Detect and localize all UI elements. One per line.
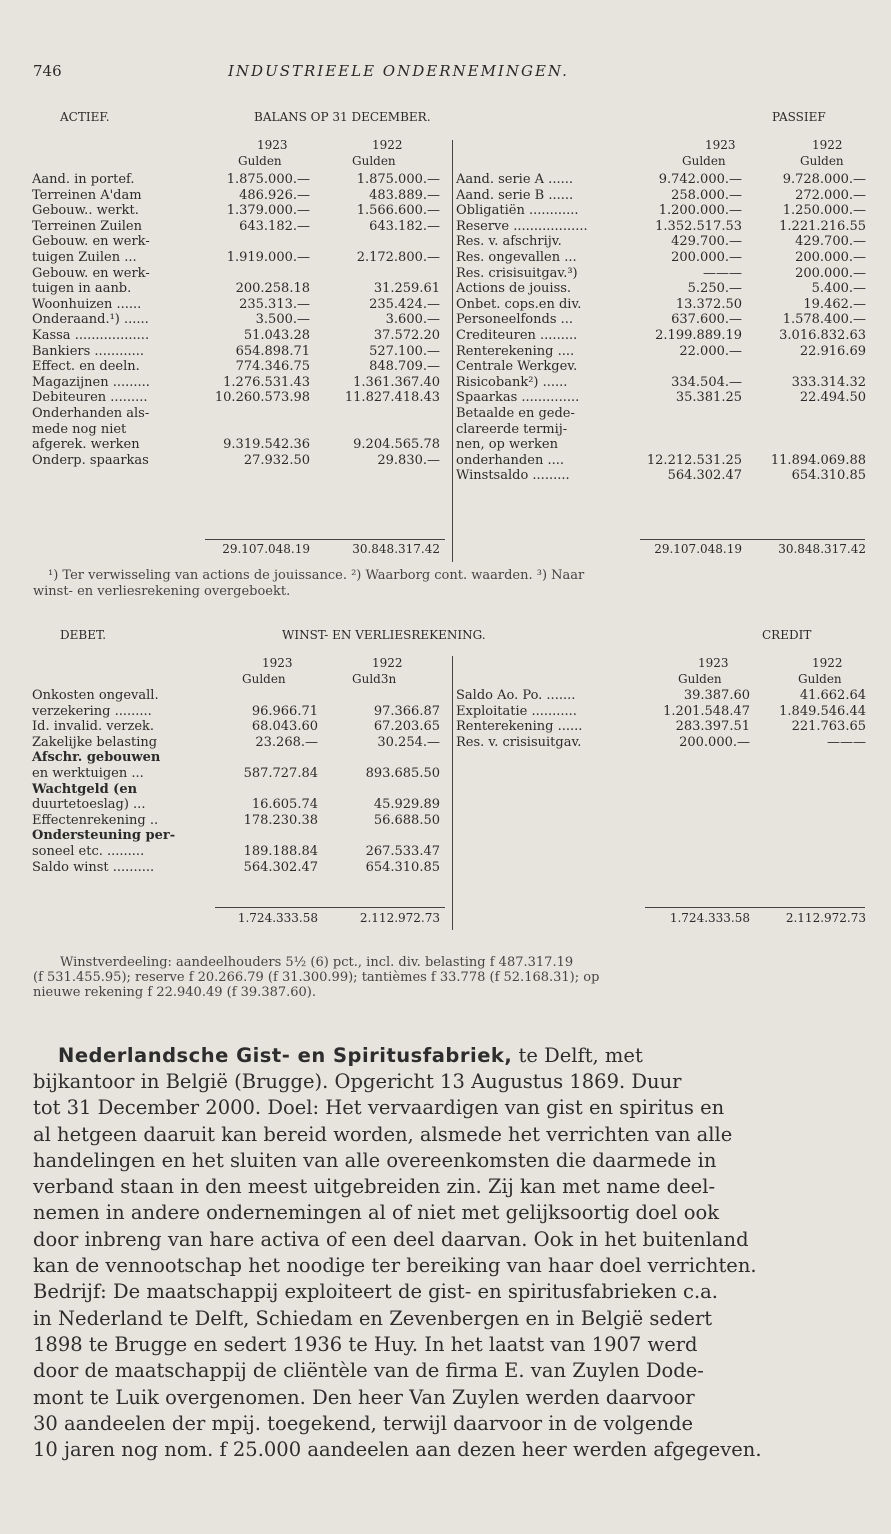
- company-first-line: [58, 1043, 643, 1069]
- pl-unit-l2: Guld3n: [352, 672, 397, 686]
- row-value: 643.182.—: [239, 218, 310, 234]
- row-value: 2.199.889.19: [655, 328, 742, 343]
- row-value: 200.000.—: [679, 734, 750, 750]
- row-value: 1.875.000.—: [226, 172, 310, 187]
- paragraph-line: Bedrijf: De maatschappij exploiteert de gist- en spiritusfabrieken c.a.: [33, 1280, 718, 1304]
- paragraph-line: verband staan in den meest uitgebreiden zin. Zij kan met name deel-: [33, 1175, 716, 1199]
- row-label: Aand. serie A ......: [456, 172, 573, 187]
- row-label: Betaalde en gede-: [456, 406, 575, 421]
- page-number: 746: [33, 62, 62, 80]
- row-value: 41.662.64: [799, 688, 866, 703]
- row-label: Wachtgeld (en: [32, 781, 138, 797]
- bal-year-l1: 1923: [257, 138, 288, 152]
- pl-divider: [452, 656, 453, 930]
- row-label: duurtetoeslag) ...: [32, 797, 146, 813]
- row-value: 429.700.—: [671, 234, 742, 250]
- row-value: 283.397.51: [675, 719, 750, 735]
- paragraph-line: tot 31 December 2000. Doel: Het vervaardigen van gist en spiritus en: [33, 1096, 725, 1120]
- row-value: 334.504.—: [671, 374, 742, 390]
- pl-right-label: CREDIT: [762, 628, 812, 642]
- paragraph-line: door de maatschappij de cliëntèle van de firma E. van Zuylen Dode-: [33, 1359, 704, 1383]
- row-label: Effectenrekening ..: [32, 812, 159, 828]
- row-value: 564.302.47: [667, 468, 742, 484]
- row-value: 1.875.000.—: [356, 172, 440, 187]
- paragraph-line: bijkantoor in België (Brugge). Opgericht 13 Augustus 1869. Duur: [33, 1070, 682, 1093]
- row-value: 1.200.000.—: [658, 203, 742, 219]
- paragraph-line: kan de vennootschap het noodige ter bereiking van haar doel verrichten.: [33, 1254, 757, 1278]
- row-label: Res. ongevallen ...: [456, 250, 577, 265]
- bal-year-l2: 1922: [372, 138, 403, 152]
- row-label: Afschr. gebouwen: [32, 750, 161, 766]
- row-value: 235.424.—: [369, 296, 440, 312]
- row-value: 643.182.—: [369, 218, 440, 234]
- row-value: 178.230.38: [243, 812, 318, 828]
- row-value: 68.043.60: [251, 719, 318, 735]
- row-value: 333.314.32: [791, 374, 866, 390]
- winst-line-1: Winstverdeeling: aandeelhouders 5½ (6) pct., incl. div. belasting f 487.317.19: [60, 955, 574, 970]
- row-label: Saldo winst ..........: [32, 859, 155, 875]
- row-label: clareerde termij-: [456, 421, 568, 437]
- row-label: Personeelfonds ...: [456, 312, 574, 328]
- row-value: 51.043.28: [243, 328, 310, 343]
- bal-total-l2: 30.848.317.42: [352, 542, 440, 556]
- row-value: 67.203.65: [373, 719, 440, 735]
- row-value: 10.260.573.98: [214, 390, 310, 406]
- row-label: verzekering .........: [32, 703, 152, 719]
- row-value: 31.259.61: [373, 281, 440, 297]
- paragraph-line: door inbreng van hare activa of een deel daarvan. Ook in het buitenland: [33, 1227, 749, 1251]
- row-label: Onderaand.¹) ......: [32, 312, 149, 328]
- row-value: 9.204.565.78: [353, 437, 440, 453]
- row-value: 56.688.50: [373, 812, 440, 828]
- row-label: onderhanden ....: [456, 452, 564, 468]
- row-value: 429.700.—: [795, 234, 866, 250]
- pl-year-l1: 1923: [262, 656, 293, 670]
- row-value: 22.916.69: [799, 343, 866, 359]
- row-label: mede nog niet: [32, 421, 127, 437]
- bal-total-r1: 29.107.048.19: [654, 542, 742, 556]
- row-label: soneel etc. .........: [32, 844, 145, 859]
- balance-divider: [452, 140, 453, 562]
- row-label: nen, op werken: [456, 437, 558, 453]
- row-label: Kassa ..................: [32, 328, 150, 343]
- row-value: 258.000.—: [671, 187, 742, 203]
- pl-total-rule-right: [645, 907, 865, 908]
- row-label: Debiteuren .........: [32, 390, 148, 406]
- company-paragraph: [33, 1069, 762, 1463]
- bal-unit-l1: Gulden: [238, 154, 282, 168]
- row-label: tuigen Zuilen ...: [32, 250, 137, 265]
- row-value: 30.254.—: [377, 734, 440, 750]
- row-label: Gebouw. en werk-: [32, 234, 150, 250]
- row-value: 11.894.069.88: [770, 452, 866, 468]
- row-label: Zakelijke belasting: [32, 734, 158, 750]
- row-value: 16.605.74: [251, 797, 318, 813]
- bal-unit-r1: Gulden: [682, 154, 726, 168]
- pl-unit-r2: Gulden: [798, 672, 842, 686]
- winst-line-2: (f 531.455.95); reserve f 20.266.79 (f 31.300.99); tantièmes f 33.778 (f 52.168.31); op: [33, 970, 600, 985]
- paragraph-line: 30 aandeelen der mpij. toegekend, terwijl daarvoor in de volgende: [33, 1411, 694, 1435]
- paragraph-line: nemen in andere ondernemingen al of niet met gelijksoortig doel ook: [33, 1201, 720, 1225]
- row-value: 189.188.84: [243, 844, 318, 859]
- row-value: 3.600.—: [385, 312, 440, 328]
- pl-title: WINST- EN VERLIESREKENING.: [282, 628, 486, 642]
- running-head: INDUSTRIEELE ONDERNEMINGEN.: [228, 62, 569, 80]
- row-value: 39.387.60: [683, 688, 750, 703]
- row-value: 200.000.—: [795, 250, 866, 265]
- row-value: 200.000.—: [795, 265, 866, 281]
- row-value: 654.310.85: [791, 468, 866, 484]
- row-label: Ondersteuning per-: [32, 828, 176, 844]
- row-label: Res. crisisuitgav.³): [456, 265, 578, 281]
- row-value: 3.016.832.63: [779, 328, 866, 343]
- paragraph-line: 1898 te Brugge en sedert 1936 te Huy. In het laatst van 1907 werd: [33, 1332, 698, 1356]
- row-value: 1.221.216.55: [779, 218, 866, 234]
- row-value: 774.346.75: [235, 359, 310, 375]
- pl-total-l2: 2.112.972.73: [359, 911, 440, 925]
- row-label: Terreinen A'dam: [32, 187, 142, 203]
- row-label: Crediteuren .........: [456, 328, 578, 343]
- row-value: 587.727.84: [243, 766, 318, 781]
- bal-total-l1: 29.107.048.19: [222, 542, 310, 556]
- balance-total-rule-left: [205, 539, 445, 540]
- row-value: 11.827.418.43: [344, 390, 440, 406]
- row-value: 45.929.89: [373, 797, 440, 813]
- row-label: Magazijnen .........: [32, 374, 150, 390]
- row-label: Id. invalid. verzek.: [32, 719, 155, 735]
- row-value: 272.000.—: [795, 187, 866, 203]
- row-value: 9.319.542.36: [223, 437, 310, 453]
- row-label: Res. v. afschrijv.: [456, 234, 562, 250]
- row-value: 1.566.600.—: [356, 203, 440, 219]
- row-value: 654.898.71: [235, 343, 310, 359]
- row-label: Actions de jouiss.: [456, 281, 572, 297]
- row-value: 2.172.800.—: [356, 250, 440, 265]
- row-value: 267.533.47: [365, 844, 440, 859]
- row-value: 1.201.548.47: [663, 703, 750, 719]
- pl-unit-l1: Gulden: [242, 672, 286, 686]
- row-value: 12.212.531.25: [646, 452, 742, 468]
- row-label: Winstsaldo .........: [456, 468, 570, 484]
- balance-footnote-1: ¹) Ter verwisseling van actions de jouissance. ²) Waarborg cont. waarden. ³) Naar: [48, 568, 585, 583]
- row-value: 3.500.—: [255, 312, 310, 328]
- row-value: 654.310.85: [365, 859, 440, 875]
- bal-total-r2: 30.848.317.42: [778, 542, 866, 556]
- row-label: Reserve ..................: [456, 218, 588, 234]
- row-label: Obligatiën ............: [456, 203, 579, 219]
- company-name: Nederlandsche Gist- en Spiritusfabriek,: [58, 1044, 513, 1067]
- row-value: 1.352.517.53: [655, 218, 742, 234]
- pl-year-l2: 1922: [372, 656, 403, 670]
- row-label: Exploitatie ...........: [456, 703, 577, 719]
- row-value: 9.728.000.—: [782, 172, 866, 187]
- row-label: Terreinen Zuilen: [32, 218, 142, 234]
- pl-total-r2: 2.112.972.73: [785, 911, 866, 925]
- paragraph-line: al hetgeen daaruit kan bereid worden, alsmede het verrichten van alle: [33, 1122, 733, 1146]
- row-value: 27.932.50: [243, 452, 310, 468]
- row-value: ———: [827, 734, 866, 750]
- row-value: 637.600.—: [671, 312, 742, 328]
- row-value: 221.763.65: [791, 719, 866, 735]
- pl-unit-r1: Gulden: [678, 672, 722, 686]
- row-value: 35.381.25: [675, 390, 742, 406]
- row-label: Gebouw.. werkt.: [32, 203, 139, 219]
- row-value: 13.372.50: [675, 296, 742, 312]
- row-value: 19.462.—: [803, 296, 866, 312]
- row-label: Saldo Ao. Po. .......: [456, 688, 576, 703]
- row-value: 22.000.—: [679, 343, 742, 359]
- pl-left-label: DEBET.: [60, 628, 107, 642]
- row-value: 848.709.—: [369, 359, 440, 375]
- bal-year-r1: 1923: [705, 138, 736, 152]
- row-value: 200.258.18: [235, 281, 310, 297]
- row-value: 893.685.50: [365, 766, 440, 781]
- row-value: 200.000.—: [671, 250, 742, 265]
- row-label: Renterekening ......: [456, 719, 583, 735]
- paragraph-line: in Nederland te Delft, Schiedam en Zevenbergen en in België sedert: [33, 1306, 713, 1330]
- row-value: 486.926.—: [239, 187, 310, 203]
- balance-left-label: ACTIEF.: [60, 110, 110, 124]
- paragraph-line: mont te Luik overgenomen. Den heer Van Zuylen werden daarvoor: [33, 1385, 695, 1409]
- balance-title: BALANS OP 31 DECEMBER.: [254, 110, 431, 124]
- row-label: Renterekening ....: [456, 343, 575, 359]
- row-value: 1.361.367.40: [353, 374, 440, 390]
- paragraph-line: 10 jaren nog nom. f 25.000 aandeelen aan dezen heer werden afgegeven.: [33, 1438, 762, 1462]
- row-label: Centrale Werkgev.: [456, 359, 578, 375]
- row-value: 9.742.000.—: [658, 172, 742, 187]
- row-label: Onderhanden als-: [32, 406, 150, 421]
- pl-total-r1: 1.724.333.58: [669, 911, 750, 925]
- row-label: Onbet. cops.en div.: [456, 296, 582, 312]
- pl-year-r2: 1922: [812, 656, 843, 670]
- row-value: 1.919.000.—: [226, 250, 310, 265]
- row-value: 1.250.000.—: [782, 203, 866, 219]
- row-value: 97.366.87: [373, 703, 440, 719]
- row-value: 1.379.000.—: [226, 203, 310, 219]
- row-value: 564.302.47: [243, 859, 318, 875]
- balance-right-label: PASSIEF: [772, 110, 826, 124]
- row-label: afgerek. werken: [32, 437, 140, 453]
- row-label: Aand. in portef.: [32, 172, 135, 187]
- row-value: 23.268.—: [255, 734, 318, 750]
- row-label: Bankiers ............: [32, 343, 145, 359]
- row-label: Onderp. spaarkas: [32, 452, 149, 468]
- row-value: ———: [703, 265, 742, 281]
- row-value: 22.494.50: [799, 390, 866, 406]
- pl-total-l1: 1.724.333.58: [237, 911, 318, 925]
- row-value: 1.849.546.44: [779, 703, 866, 719]
- row-label: Aand. serie B ......: [456, 187, 574, 203]
- row-value: 235.313.—: [239, 296, 310, 312]
- row-label: Risicobank²) ......: [456, 374, 568, 390]
- row-label: tuigen in aanb.: [32, 281, 132, 297]
- row-value: 5.250.—: [687, 281, 742, 297]
- bal-unit-l2: Gulden: [352, 154, 396, 168]
- row-value: 1.276.531.43: [223, 374, 310, 390]
- row-label: Onkosten ongevall.: [32, 688, 159, 703]
- winst-line-3: nieuwe rekening f 22.940.49 (f 39.387.60).: [33, 985, 317, 1000]
- row-label: en werktuigen ...: [32, 766, 144, 781]
- row-label: Gebouw. en werk-: [32, 265, 150, 281]
- row-value: 483.889.—: [369, 187, 440, 203]
- bal-year-r2: 1922: [812, 138, 843, 152]
- paragraph-line: handelingen en het sluiten van alle overeenkomsten die daarmede in: [33, 1148, 717, 1172]
- row-label: Spaarkas ..............: [456, 390, 580, 406]
- balance-footnote-2: winst- en verliesrekening overgeboekt.: [33, 584, 291, 599]
- pl-year-r1: 1923: [698, 656, 729, 670]
- row-label: Woonhuizen ......: [32, 296, 142, 312]
- balance-total-rule-right: [640, 539, 865, 540]
- row-value: 37.572.20: [373, 328, 440, 343]
- row-value: 96.966.71: [251, 703, 318, 719]
- company-first-line-tail: te Delft, met: [518, 1044, 643, 1067]
- row-label: Effect. en deeln.: [32, 359, 140, 375]
- row-value: 527.100.—: [369, 343, 440, 359]
- bal-unit-r2: Gulden: [800, 154, 844, 168]
- row-value: 1.578.400.—: [782, 312, 866, 328]
- row-value: 29.830.—: [377, 452, 440, 468]
- row-label: Res. v. crisisuitgav.: [456, 734, 582, 750]
- row-value: 5.400.—: [811, 281, 866, 297]
- pl-total-rule-left: [215, 907, 445, 908]
